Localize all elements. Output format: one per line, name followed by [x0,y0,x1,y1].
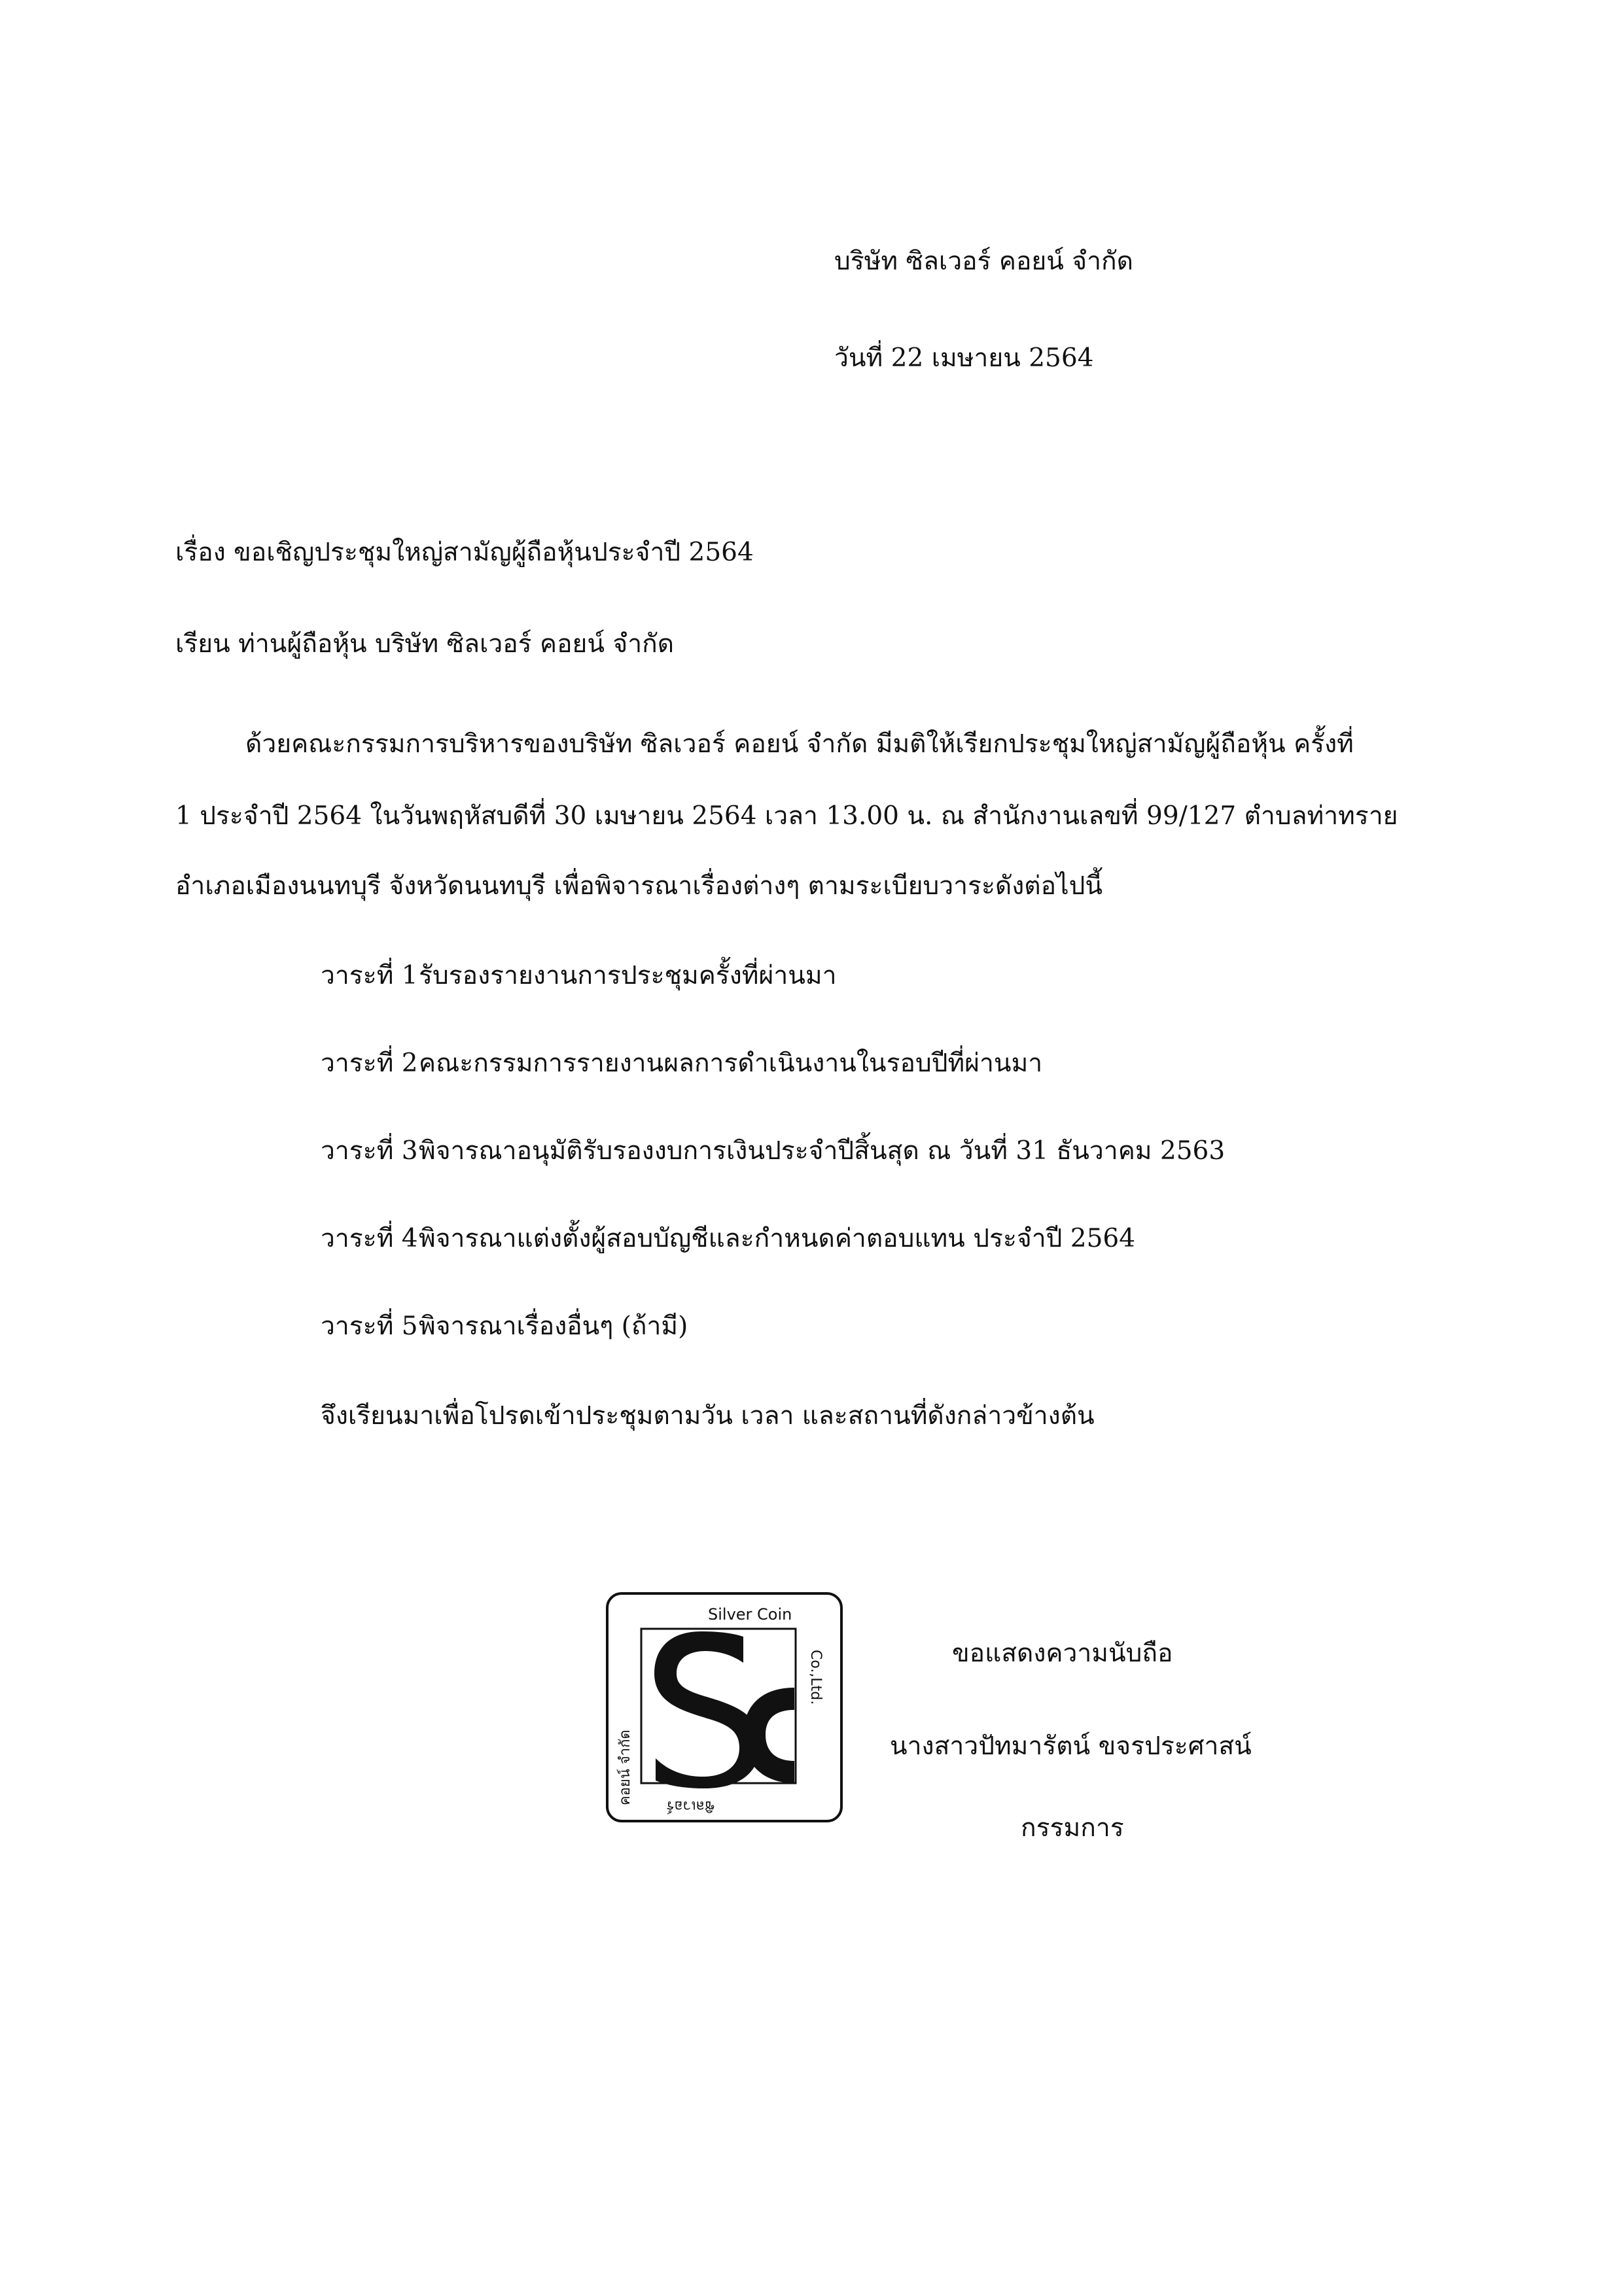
logo-top-text: Silver Coin [708,1605,792,1624]
body-paragraph-line-3: อำเภอเมืองนนทบุรี จังหวัดนนทบุรี เพื่อพิจารณาเรื่องต่างๆ ตามระเบียบวาระดังต่อไปนี้ [175,871,1103,901]
agenda-text: รับรองรายงานการประชุมครั้งที่ผ่านมา [419,961,837,990]
logo-right-text: Co.,Ltd. [807,1650,824,1705]
agenda-text: พิจารณาอนุมัติรับรองงบการเงินประจำปีสิ้นสุด ณ วันที่ 31 ธันวาคม 2563 [419,1136,1226,1166]
agenda-number: วาระที่ 5 [321,1312,418,1341]
agenda-number: วาระที่ 4 [321,1224,418,1253]
addressee-line: เรียน ท่านผู้ถือหุ้น บริษัท ซิลเวอร์ คอยน์ จำกัด [175,629,675,659]
agenda-text: พิจารณาแต่งตั้งผู้สอบบัญชีและกำหนดค่าตอบแทน ประจำปี 2564 [419,1224,1136,1253]
agenda-item [321,1226,1135,1251]
body-paragraph-line-1: ด้วยคณะกรรมการบริหารของบริษัท ซิลเวอร์ คอยน์ จำกัด มีมติให้เรียกประชุมใหญ่สามัญผู้ถือหุ้น ครั้งที่ [245,729,1354,759]
company-name: บริษัท ซิลเวอร์ คอยน์ จำกัด [834,247,1133,276]
agenda-text: คณะกรรมการรายงานผลการดำเนินงานในรอบปีที่ผ่านมา [419,1049,1043,1078]
company-logo [603,1590,845,1825]
agenda-item [321,963,837,988]
subject-line: เรื่อง ขอเชิญประชุมใหญ่สามัญผู้ถือหุ้นประจำปี 2564 [175,538,754,567]
body-paragraph-line-2: 1 ประจำปี 2564 ในวันพฤหัสบดีที่ 30 เมษายน 2564 เวลา 13.00 น. ณ สำนักงานเลขที่ 99/127 ตำบลท่าทราย [175,801,1398,831]
letter-date: วันที่ 22 เมษายน 2564 [834,343,1094,373]
closing-regards: ขอแสดงความนับถือ [952,1639,1173,1668]
logo-s-shape [654,1631,760,1788]
agenda-number: วาระที่ 3 [321,1136,418,1166]
agenda-item [321,1138,1225,1164]
agenda-text: พิจารณาเรื่องอื่นๆ (ถ้ามี) [419,1312,688,1341]
agenda-number: วาระที่ 1 [321,961,418,990]
signer-title: กรรมการ [1021,1813,1124,1843]
agenda-number: วาระที่ 2 [321,1049,418,1078]
signer-name: นางสาวปัทมารัตน์ ขจรประศาสน์ [890,1731,1252,1761]
logo-bottom-text: ซิลเวอร์ [666,1798,715,1814]
closing-invitation: จึงเรียนมาเพื่อโปรดเข้าประชุมตามวัน เวลา และสถานที่ดังกล่าวข้างต้น [321,1401,1095,1431]
agenda-item [321,1313,688,1339]
agenda-item [321,1051,1042,1076]
logo-left-text: คอยน์ จำกัด [617,1730,633,1805]
